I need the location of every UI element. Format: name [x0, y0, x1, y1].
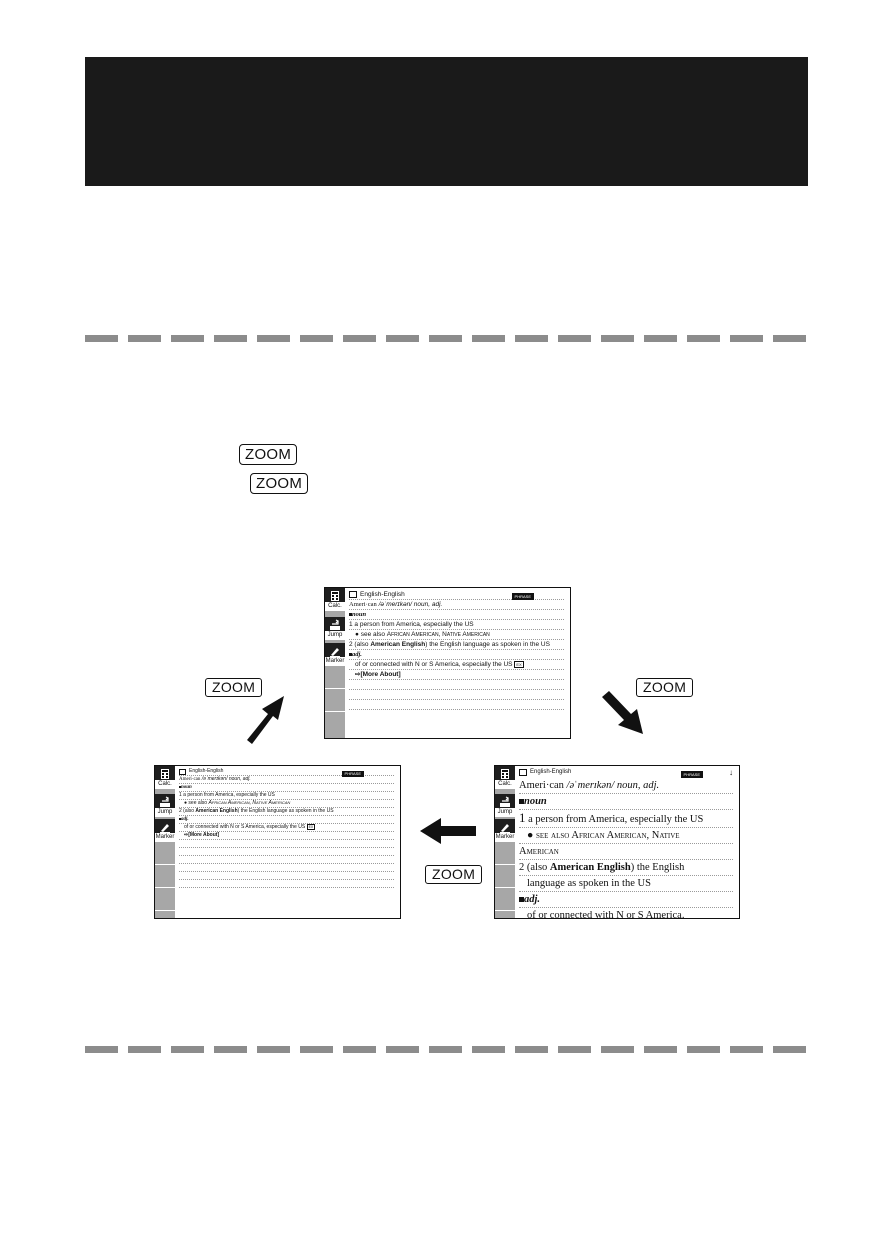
screen-small: Calc. Jump Marker English-English PHRASE Ameri·can /əˈmerɪkən/ noun, adj. noun 1 a person from America, especially the US ● see also African American, Native American 2 (also American English) the English language as spoken in the US adj. of or connected with N or S America, especially the US EX ⇨[More About] — [154, 765, 401, 919]
calculator-icon — [159, 768, 171, 780]
header-bar — [85, 57, 808, 186]
marker-button[interactable]: Marker — [495, 819, 515, 842]
calculator-icon — [329, 590, 341, 602]
calculator-icon — [499, 768, 511, 780]
marker-icon — [329, 645, 341, 657]
jump-icon — [499, 796, 511, 808]
calc-button[interactable]: Calc. — [155, 766, 175, 789]
dashed-divider-bottom — [85, 1046, 808, 1053]
zoom-key-inline-2: ZOOM — [250, 473, 308, 494]
marker-button[interactable]: Marker — [325, 643, 345, 666]
dashed-divider-top — [85, 335, 808, 342]
side-panel — [155, 766, 175, 918]
jump-icon — [329, 619, 341, 631]
jump-icon — [159, 796, 171, 808]
side-panel — [325, 588, 345, 738]
zoom-key-upper-left: ZOOM — [205, 678, 262, 697]
arrow-left — [419, 816, 479, 846]
zoom-key-bottom: ZOOM — [425, 865, 482, 884]
zoom-key-upper-right: ZOOM — [636, 678, 693, 697]
calc-button[interactable]: Calc. — [495, 766, 515, 789]
marker-icon — [499, 821, 511, 833]
screen-large: Calc. Jump Marker English-English PHRASE ↓ Ameri·can /əˈmerɪkən/ noun, adj. noun 1 a person from America, especially the US ● see also African American, Native American 2 (also American English) the English language as spoken in the US adj. of or connected with N or S America. — [494, 765, 740, 919]
scroll-down-icon[interactable]: ↓ — [729, 768, 733, 777]
marker-icon — [159, 821, 171, 833]
jump-button[interactable]: Jump — [495, 794, 515, 817]
calc-button[interactable]: Calc. — [325, 588, 345, 611]
side-panel — [495, 766, 515, 918]
jump-button[interactable]: Jump — [155, 794, 175, 817]
marker-button[interactable]: Marker — [155, 819, 175, 842]
zoom-key-inline-1: ZOOM — [239, 444, 297, 465]
arrow-up-right — [240, 690, 290, 745]
jump-button[interactable]: Jump — [325, 617, 345, 640]
screen-medium: Calc. Jump Marker English-English PHRASE Ameri·can /əˈmerɪkən/ noun, adj. noun 1 a person from America, especially the US ● see also African American, Native American 2 (also American English) the English language as spoken in the US adj. of or connected with N or S America, especially the US EX ⇨[More About] — [324, 587, 571, 739]
arrow-down-right — [598, 688, 648, 743]
